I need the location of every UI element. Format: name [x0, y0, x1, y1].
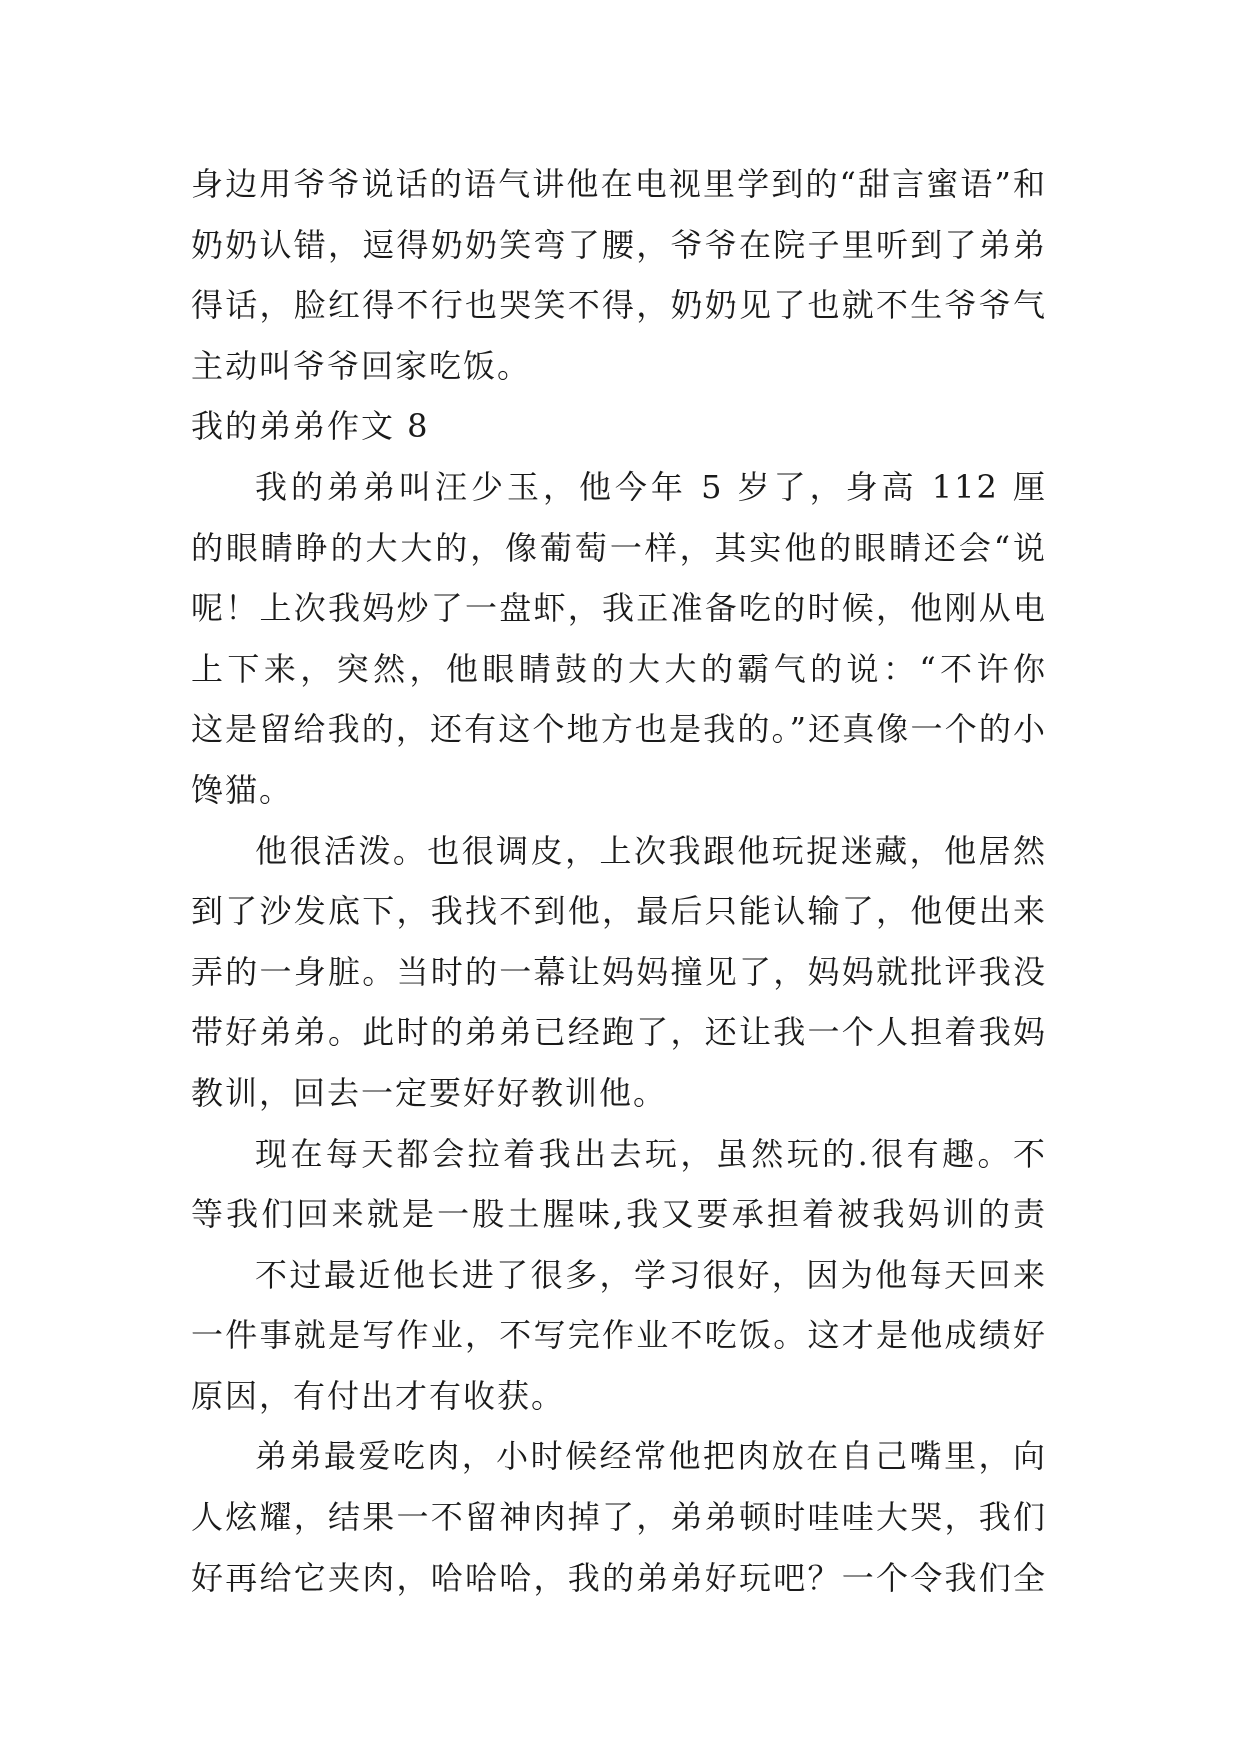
paragraph-first-line: 现在每天都会拉着我出去玩，虽然玩的.很有趣。不 — [255, 1134, 1047, 1173]
text-line: 带好弟弟。此时的弟弟已经跑了，还让我一个人担着我妈 — [191, 1013, 1047, 1052]
text-line: 得话，脸红得不行也哭笑不得，奶奶见了也就不生爷爷气 — [191, 286, 1047, 325]
text-line: 原因，有付出才有收获。 — [191, 1376, 566, 1415]
text-line: 的眼睛睁的大大的，像葡萄一样，其实他的眼睛还会“说 — [191, 528, 1047, 567]
text-line: 馋猫。 — [191, 770, 294, 809]
text-line: 这是留给我的，还有这个地方也是我的。”还真像一个的小 — [191, 710, 1047, 749]
paragraph-first-line: 弟弟最爱吃肉，小时候经常他把肉放在自己嘴里，向 — [255, 1437, 1047, 1476]
text-line: 一件事就是写作业，不写完作业不吃饭。这才是他成绩好 — [191, 1316, 1047, 1355]
text-line: 教训，回去一定要好好教训他。 — [191, 1073, 668, 1112]
text-line: 主动叫爷爷回家吃饭。 — [191, 346, 532, 385]
text-line: 上下来，突然，他眼睛鼓的大大的霸气的说：“不许你 — [191, 649, 1047, 688]
section-heading: 我的弟弟作文 8 — [191, 407, 430, 446]
text-line: 到了沙发底下，我找不到他，最后只能认输了，他便出来 — [191, 892, 1047, 931]
text-line: 好再给它夹肉，哈哈哈，我的弟弟好玩吧？一个令我们全 — [191, 1558, 1047, 1597]
text-line: 奶奶认错，逗得奶奶笑弯了腰，爷爷在院子里听到了弟弟 — [191, 225, 1047, 264]
text-line: 身边用爷爷说话的语气讲他在电视里学到的“甜言蜜语”和 — [191, 165, 1047, 203]
text-line: 等我们回来就是一股土腥味,我又要承担着被我妈训的责 — [191, 1195, 1047, 1234]
text-line: 人炫耀，结果一不留神肉掉了，弟弟顿时哇哇大哭，我们 — [191, 1498, 1047, 1537]
text-line: 弄的一身脏。当时的一幕让妈妈撞见了，妈妈就批评我没 — [191, 952, 1047, 991]
paragraph-first-line: 我的弟弟叫汪少玉，他今年 5 岁了，身高 112 厘 — [255, 467, 1047, 506]
paragraph-first-line: 他很活泼。也很调皮，上次我跟他玩捉迷藏，他居然 — [255, 831, 1047, 870]
essay-body — [191, 154, 1047, 1608]
text-line: 呢！上次我妈炒了一盘虾，我正准备吃的时候，他刚从电 — [191, 589, 1047, 628]
paragraph-first-line: 不过最近他长进了很多，学习很好，因为他每天回来 — [255, 1255, 1047, 1294]
